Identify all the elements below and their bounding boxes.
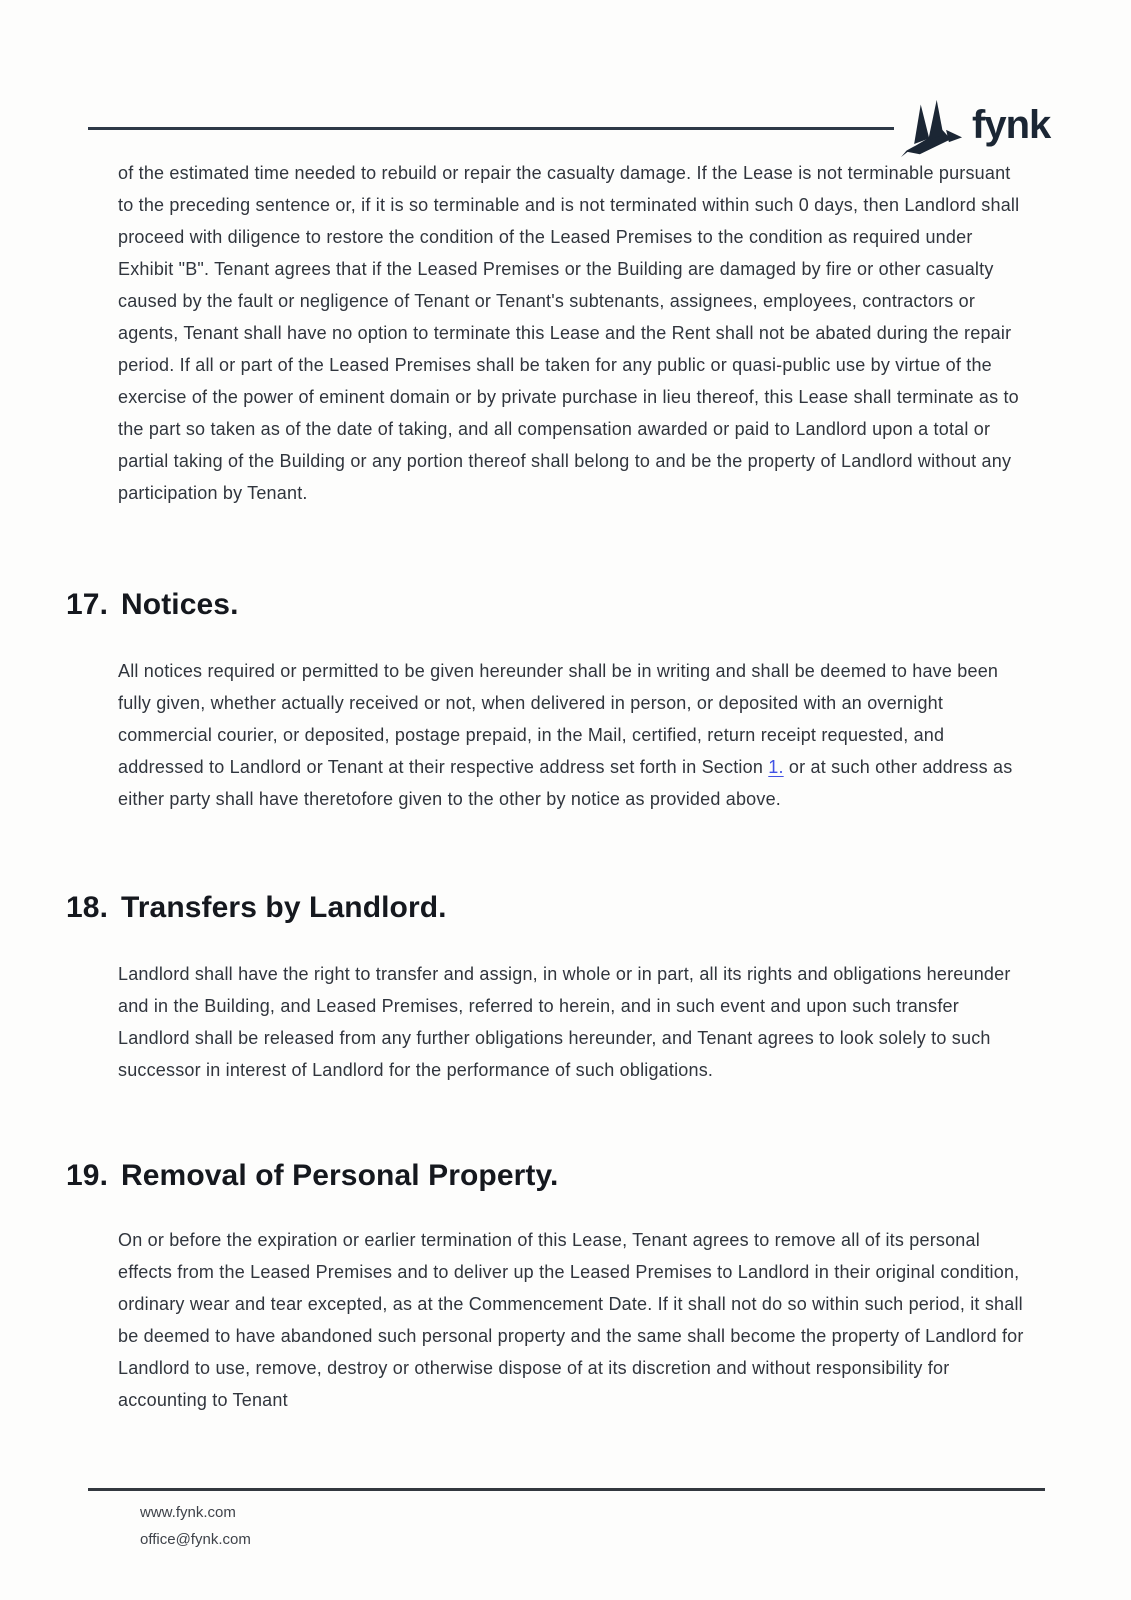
section-heading-removal-of-personal-property [66,1156,558,1196]
section-number: 18. [66,891,109,924]
section-number: 19. [66,1159,109,1192]
section-number: 17. [66,588,109,621]
section-heading-notices [66,585,239,625]
footer-website: www.fynk.com [140,1504,236,1521]
footer-rule [88,1488,1045,1491]
section-title: Removal of Personal Property. [121,1159,559,1192]
section-notices-paragraph [118,655,1024,815]
section-1-link[interactable]: 1. [768,757,784,777]
fynk-logo [901,94,1050,162]
header-rule [88,127,894,130]
section-title: Transfers by Landlord. [121,891,447,924]
footer-email: office@fynk.com [140,1531,251,1548]
section-removal-paragraph: On or before the expiration or earlier termination of this Lease, Tenant agrees to remove all of its personal effects from the Leased Premises and to deliver up the Leased Premises to Landlord in their original condition, ordinary wear and tear excepted, as at the Commencement Date. If it shall not do so within such period, it shall be deemed to have abandoned such personal property and the same shall become the property of Landlord for Landlord to use, remove, destroy or otherwise dispose of at its discretion and without responsibility for accounting to Tenant [118,1230,1024,1410]
intro-paragraph: of the estimated time needed to rebuild or repair the casualty damage. If the Lease is not terminable pursuant to the preceding sentence or, if it is so terminable and is not terminated within such 0 days, then Landlord shall proceed with diligence to restore the condition of the Leased Premises to the condition as required under Exhibit "B". Tenant agrees that if the Leased Premises or the Building are damaged by fire or other casualty caused by the fault or negligence of Tenant or Tenant's subtenants, assignees, employees, contractors or agents, Tenant shall have no option to terminate this Lease and the Rent shall not be abated during the repair period. If all or part of the Leased Premises shall be taken for any public or quasi-public use by virtue of the exercise of the power of eminent domain or by private purchase in lieu thereof, this Lease shall terminate as to the part so taken as of the date of taking, and all compensation awarded or paid to Landlord upon a total or partial taking of the Building or any portion thereof shall belong to and be the property of Landlord without any participation by Tenant. [118,163,1020,503]
origami-bird-icon [901,98,963,158]
brand-name: fynk [972,103,1051,147]
paragraph-text: or at such other address as either party shall have theretofore given to the other by notice as provided above. [118,757,1013,809]
paragraph-text: All notices required or permitted to be given hereunder shall be in writing and shall be deemed to have been fully given, whether actually received or not, when delivered in person, or deposited with an overnight commercial courier, or deposited, postage prepaid, in the Mail, certified, return receipt requested, and addressed to Landlord or Tenant at their respective address set forth in Section [118,661,999,777]
section-title: Notices. [121,588,239,621]
section-transfers-paragraph: Landlord shall have the right to transfer and assign, in whole or in part, all its rights and obligations hereunder and in the Building, and Leased Premises, referred to herein, and in such event and upon such transfer Landlord shall be released from any further obligations hereunder, and Tenant agrees to look solely to such successor in interest of Landlord for the performance of such obligations. [118,964,1011,1080]
section-heading-transfers-by-landlord [66,888,447,928]
page-footer [140,1499,251,1553]
